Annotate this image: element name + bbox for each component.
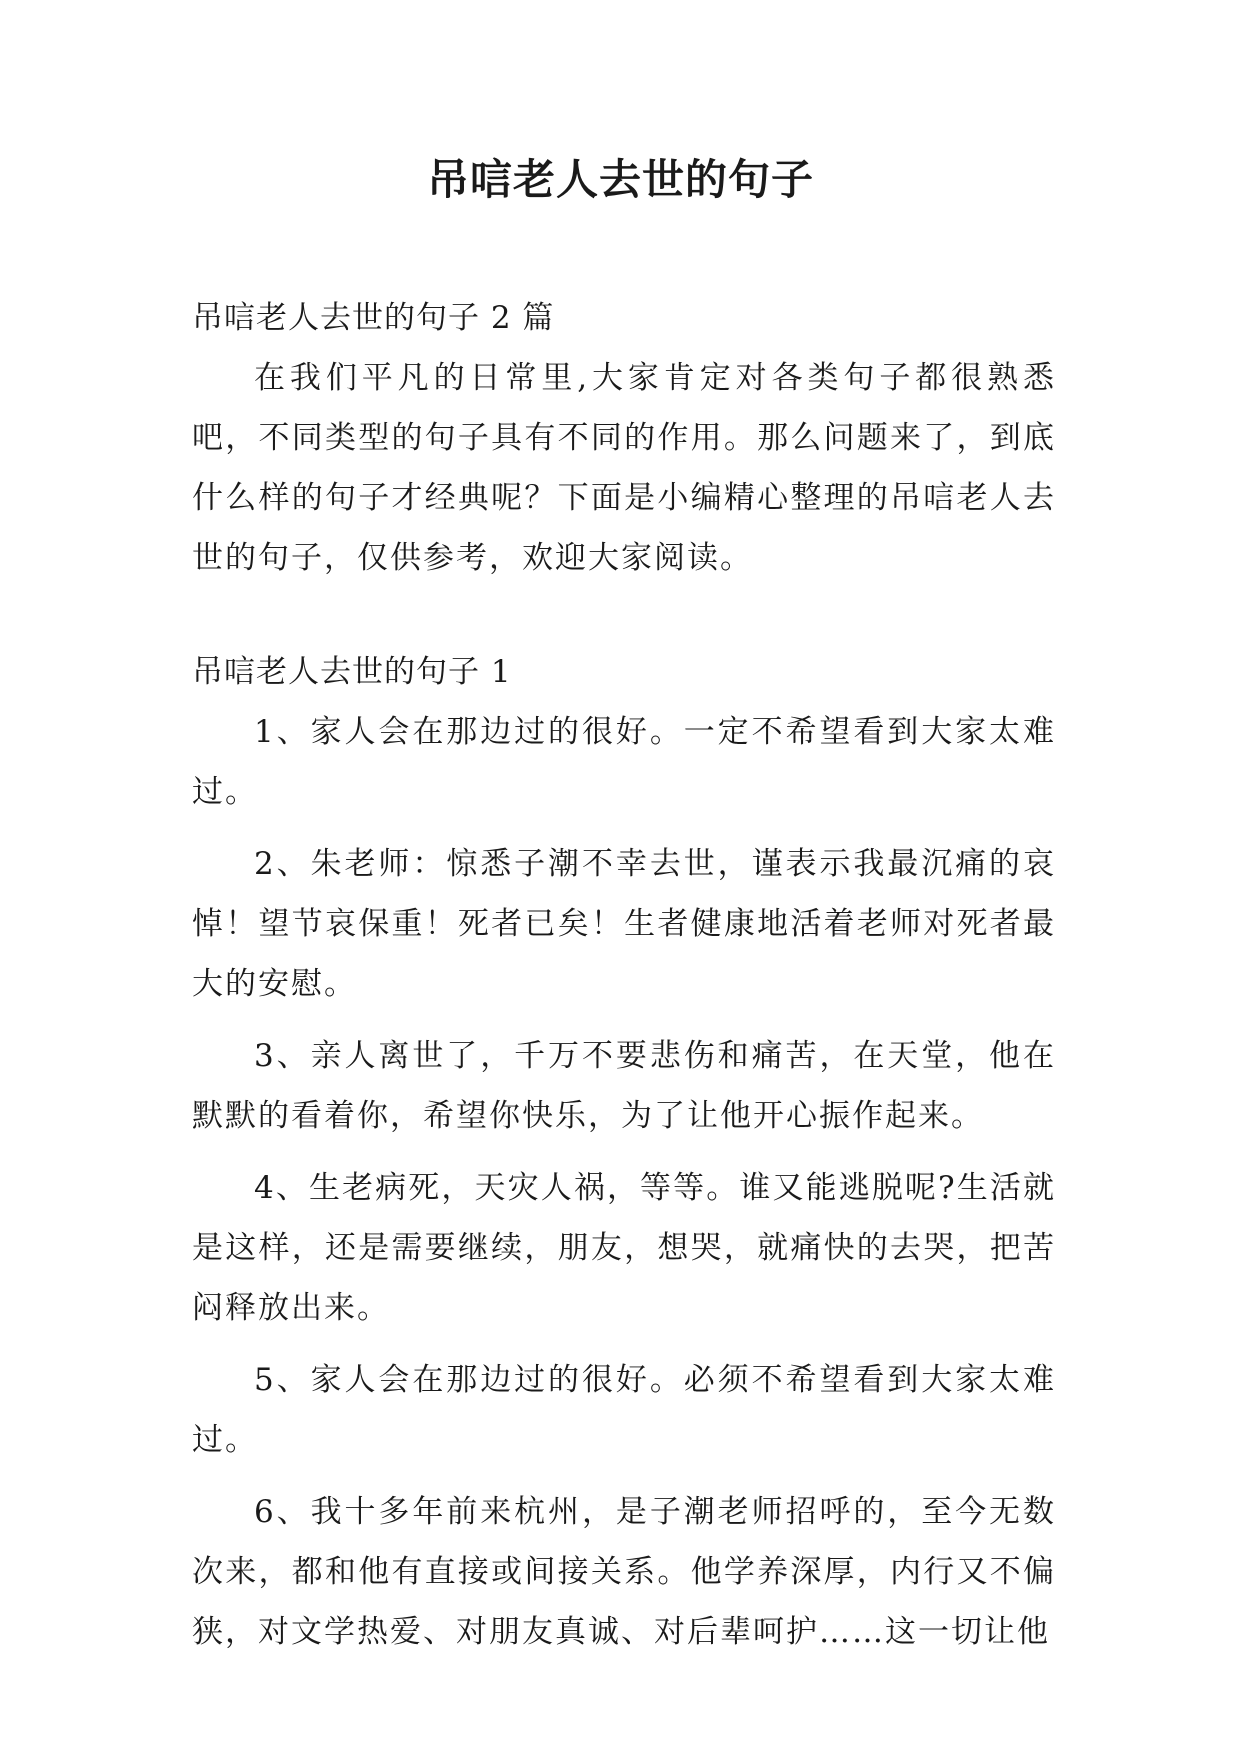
- list-item: 5、家人会在那边过的很好。必须不希望看到大家太难过。: [192, 1362, 1056, 1458]
- intro-heading: 吊唁老人去世的句子 2 篇: [192, 300, 555, 336]
- list-item: 1、家人会在那边过的很好。一定不希望看到大家太难过。: [192, 714, 1056, 810]
- list-item: 4、生老病死，天灾人祸，等等。谁又能逃脱呢?生活就是这样，还是需要继续，朋友，想哭，就痛快的去哭，把苦闷释放出来。: [192, 1170, 1056, 1326]
- list-item: 3、亲人离世了，千万不要悲伤和痛苦，在天堂，他在默默的看着你，希望你快乐，为了让他开心振作起来。: [192, 1038, 1056, 1134]
- document-body: [192, 288, 1056, 1674]
- section-heading: 吊唁老人去世的句子 1: [192, 654, 512, 690]
- list-item: 2、朱老师：惊悉子潮不幸去世，谨表示我最沉痛的哀悼！望节哀保重！死者已矣！生者健康地活着老师对死者最大的安慰。: [192, 846, 1056, 1002]
- intro-paragraph: 在我们平凡的日常里,大家肯定对各类句子都很熟悉吧，不同类型的句子具有不同的作用。那么问题来了，到底什么样的句子才经典呢？下面是小编精心整理的吊唁老人去世的句子，仅供参考，欢迎大家阅读。: [192, 360, 1056, 576]
- section-spacer: [192, 588, 1056, 642]
- document-title: 吊唁老人去世的句子: [426, 155, 814, 204]
- list-item: 6、我十多年前来杭州，是子潮老师招呼的，至今无数次来，都和他有直接或间接关系。他学养深厚，内行又不偏狭，对文学热爱、对朋友真诚、对后辈呵护……这一切让他: [192, 1494, 1056, 1650]
